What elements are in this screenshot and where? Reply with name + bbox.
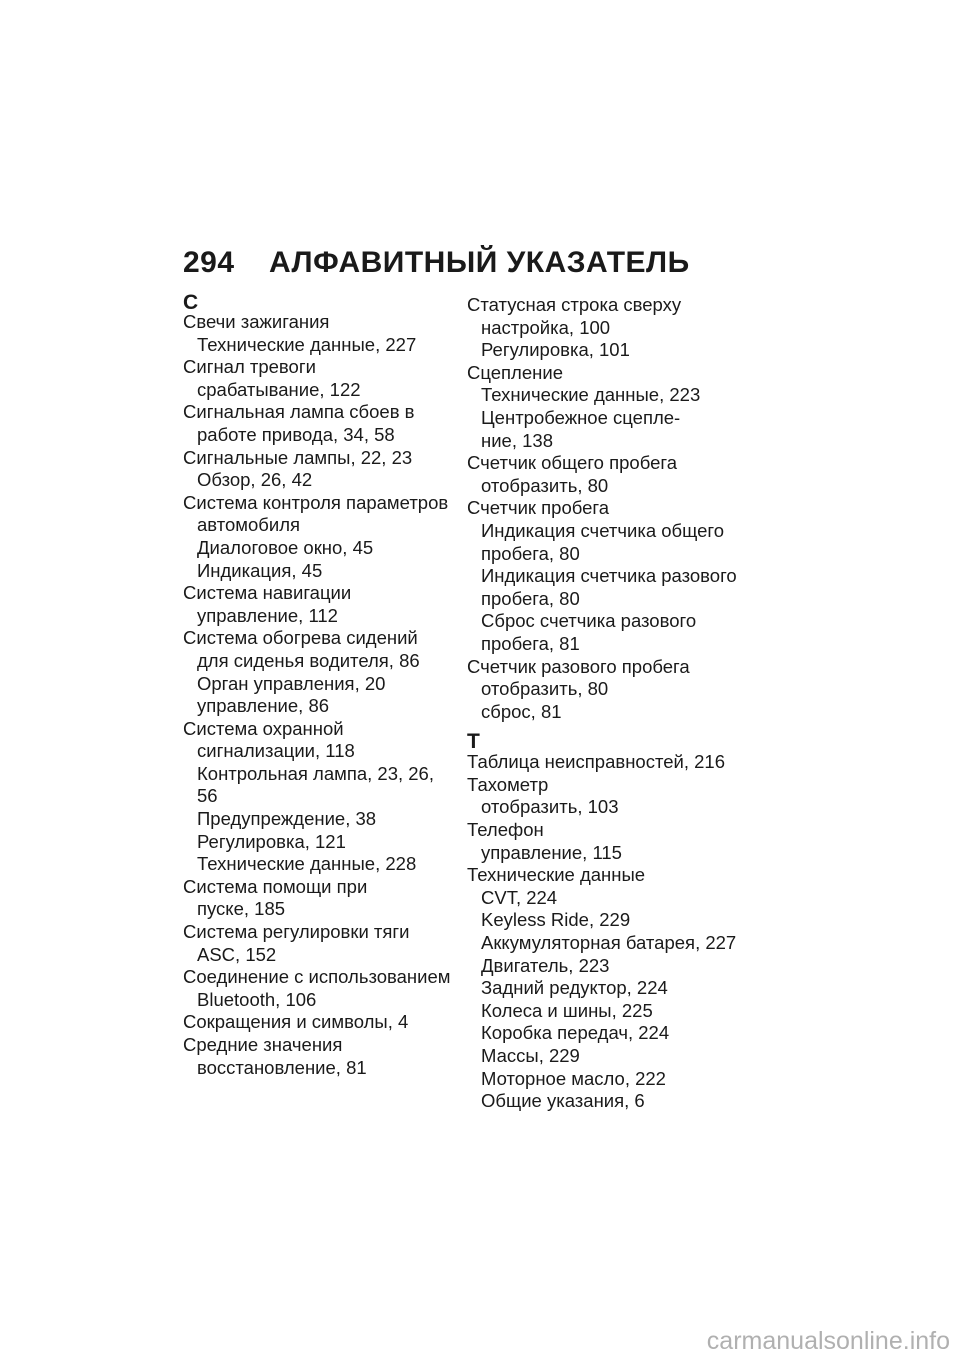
index-subentry: CVT, 224 <box>481 886 558 908</box>
index-subentry: Индикация счетчика общего <box>481 519 725 541</box>
index-entry: Таблица неисправностей, 216 <box>467 751 725 773</box>
index-subentry: ние, 138 <box>481 429 553 451</box>
index-subentry: управление, 112 <box>197 604 338 626</box>
index-subentry: Моторное масло, 222 <box>481 1067 666 1089</box>
index-entry: Система навигации <box>183 582 352 604</box>
index-entry: Система регулировки тяги <box>183 921 410 943</box>
index-subentry: Задний редуктор, 224 <box>481 977 668 999</box>
index-entry: Счетчик разового пробега <box>467 655 690 677</box>
index-subentry: Аккумуляторная батарея, 227 <box>481 932 737 954</box>
index-entry: Сигнал тревоги <box>183 356 316 378</box>
index-subentry: автомобиля <box>197 514 301 536</box>
index-entry: Система обогрева сидений <box>183 627 418 649</box>
watermark: carmanualsonline.info <box>706 1327 950 1355</box>
index-subentry: Технические данные, 227 <box>197 333 417 355</box>
index-subentry: сигнализации, 118 <box>197 740 355 762</box>
index-subentry: Bluetooth, 106 <box>197 988 317 1010</box>
index-subentry: Общие указания, 6 <box>481 1090 645 1112</box>
index-subentry: отобразить, 80 <box>481 474 609 496</box>
index-column-right <box>467 294 752 1113</box>
index-subentry: Индикация, 45 <box>197 559 323 581</box>
index-entry: Система охранной <box>183 717 344 739</box>
index-entry: Система помощи при <box>183 875 368 897</box>
index-entry: Соединение с использованием <box>183 966 451 988</box>
index-entry: Свечи зажигания <box>183 311 330 332</box>
index-subentry: Регулировка, 101 <box>481 339 630 361</box>
index-entry: Тахометр <box>467 773 549 795</box>
index-subentry: Контрольная лампа, 23, 26, <box>197 762 434 784</box>
index-subentry: Технические данные, 228 <box>197 853 417 875</box>
index-subentry: Диалоговое окно, 45 <box>197 536 374 558</box>
index-subentry: Предупреждение, 38 <box>197 808 377 830</box>
index-entry: Статусная строка сверху <box>467 294 682 315</box>
index-subentry: срабатывание, 122 <box>197 378 361 400</box>
index-subentry: Двигатель, 223 <box>481 954 610 976</box>
page-header <box>183 246 690 280</box>
page-number: 294 <box>183 246 235 279</box>
index-entry: Технические данные <box>467 864 646 886</box>
index-subentry: 56 <box>197 785 218 807</box>
index-entry: Телефон <box>467 819 544 841</box>
index-entry: Сцепление <box>467 361 563 383</box>
index-entry: Сигнальная лампа сбоев в <box>183 401 415 423</box>
index-entry: Сигнальные лампы, 22, 23 <box>183 446 413 468</box>
index-column-left <box>183 291 468 1079</box>
index-subentry: пробега, 81 <box>481 632 580 654</box>
index-subentry: Центробежное сцепле- <box>481 406 681 428</box>
index-subentry: Индикация счетчика разового <box>481 565 737 587</box>
index-subentry: восстановление, 81 <box>197 1056 367 1078</box>
index-subentry: управление, 86 <box>197 695 330 717</box>
index-entry: Система контроля параметров <box>183 491 449 513</box>
index-subentry: Обзор, 26, 42 <box>197 469 313 491</box>
page-title: АЛФАВИТНЫЙ УКАЗАТЕЛЬ <box>269 246 690 279</box>
index-letter-heading: С <box>183 291 199 314</box>
index-subentry: управление, 115 <box>481 841 622 863</box>
index-subentry: ASC, 152 <box>197 943 277 965</box>
index-entry: Средние значения <box>183 1034 343 1055</box>
index-entry: Счетчик общего пробега <box>467 452 678 474</box>
index-subentry: Сброс счетчика разового <box>481 610 697 632</box>
index-subentry: Коробка передач, 224 <box>481 1022 670 1044</box>
index-subentry: работе привода, 34, 58 <box>197 423 395 445</box>
index-subentry: Keyless Ride, 229 <box>481 909 631 931</box>
index-subentry: пуске, 185 <box>197 898 286 920</box>
index-subentry: настройка, 100 <box>481 316 611 338</box>
index-subentry: Орган управления, 20 <box>197 672 386 694</box>
index-subentry: пробега, 80 <box>481 587 580 609</box>
index-entry: Сокращения и символы, 4 <box>183 1011 409 1033</box>
index-subentry: Колеса и шины, 225 <box>481 999 653 1021</box>
index-subentry: отобразить, 103 <box>481 796 619 818</box>
index-subentry: Технические данные, 223 <box>481 384 701 406</box>
index-subentry: пробега, 80 <box>481 542 580 564</box>
index-subentry: Массы, 229 <box>481 1045 580 1066</box>
index-subentry: для сиденья водителя, 86 <box>197 649 420 671</box>
index-subentry: сброс, 81 <box>481 700 562 722</box>
index-subentry: отобразить, 80 <box>481 678 609 700</box>
index-letter-heading: Т <box>467 730 480 754</box>
index-entry: Счетчик пробега <box>467 497 610 519</box>
index-subentry: Регулировка, 121 <box>197 830 346 852</box>
